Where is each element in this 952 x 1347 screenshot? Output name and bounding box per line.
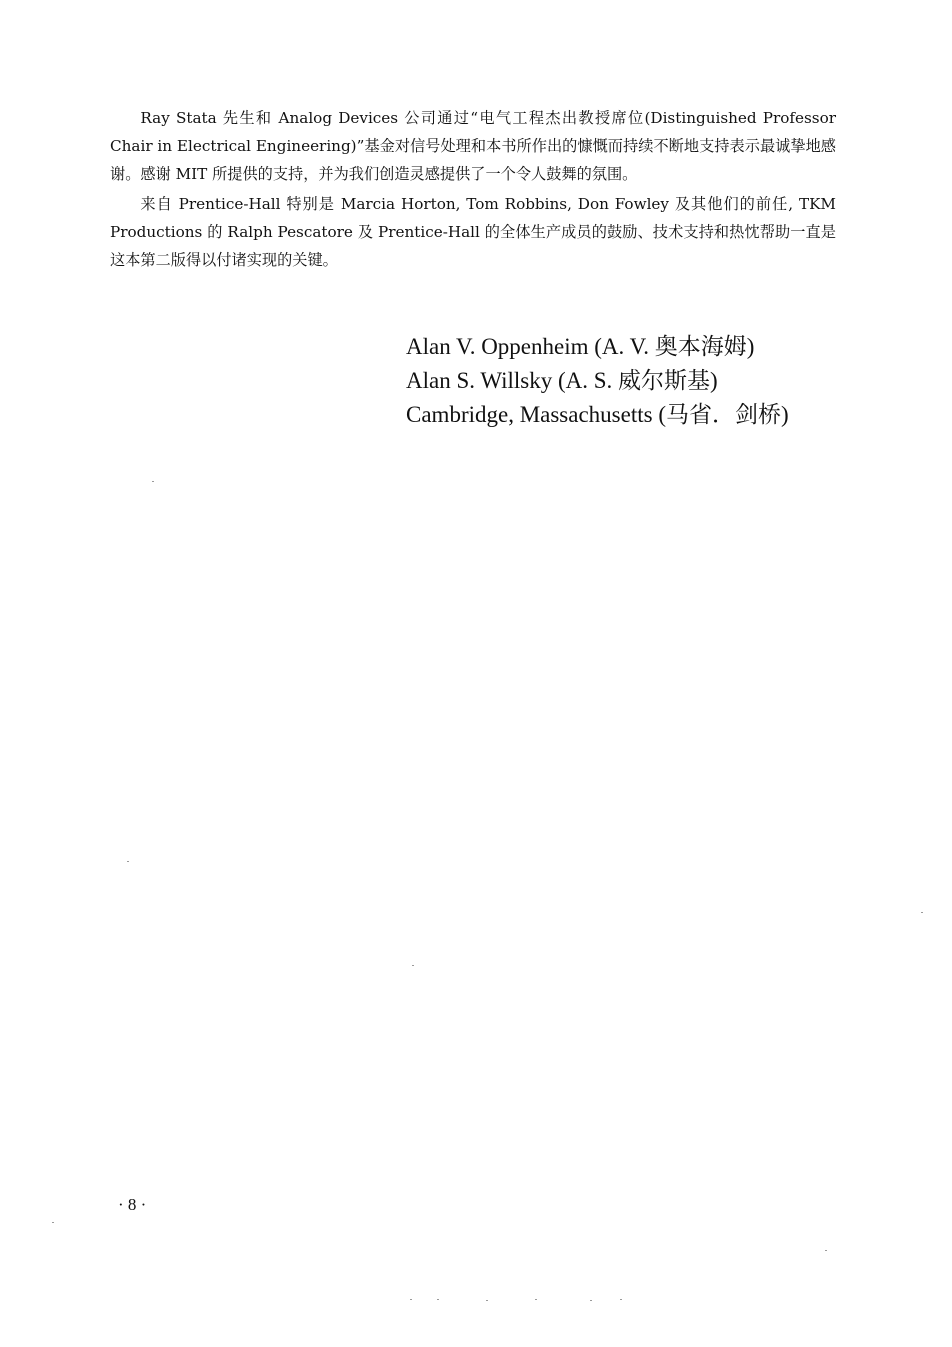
acknowledgements-text [110,104,836,274]
author-signature-block [406,330,789,432]
author-location: Cambridge, Massachusetts (马省．剑桥) [406,402,789,427]
scan-speck [486,1300,488,1301]
scan-speck [535,1299,537,1300]
scan-speck [152,481,154,482]
scan-speck [825,1250,827,1251]
acknowledgement-paragraph-1: Ray Stata 先生和 Analog Devices 公司通过“电气工程杰出教授席位(Distinguished Professor Chair in Electrical Engineering)”基金对信号处理和本书所作出的慷慨而持续不断地支持表示最诚挚地感谢。感谢 MIT 所提供的支持，并为我们创造灵感提供了一个令人鼓舞的氛围。 [110,109,836,183]
page-number: · 8 · [118,1195,147,1214]
author-oppenheim: Alan V. Oppenheim (A. V. 奥本海姆) [406,334,755,359]
scan-speck [52,1222,54,1223]
scan-speck [590,1300,592,1301]
acknowledgement-paragraph-2: 来自 Prentice-Hall 特别是 Marcia Horton, Tom Robbins, Don Fowley 及其他们的前任, TKM Productions 的 Ralph Pescatore 及 Prentice-Hall 的全体生产成员的鼓励、技术支持和热忱帮助一直是这本第二版得以付诸实现的关键。 [110,195,836,269]
scan-speck [412,965,414,966]
author-willsky: Alan S. Willsky (A. S. 威尔斯基) [406,368,718,393]
scan-speck [127,861,129,862]
scan-speck [410,1299,412,1300]
scan-speck [437,1299,439,1300]
scan-speck [620,1299,622,1300]
scan-speck [921,912,923,913]
